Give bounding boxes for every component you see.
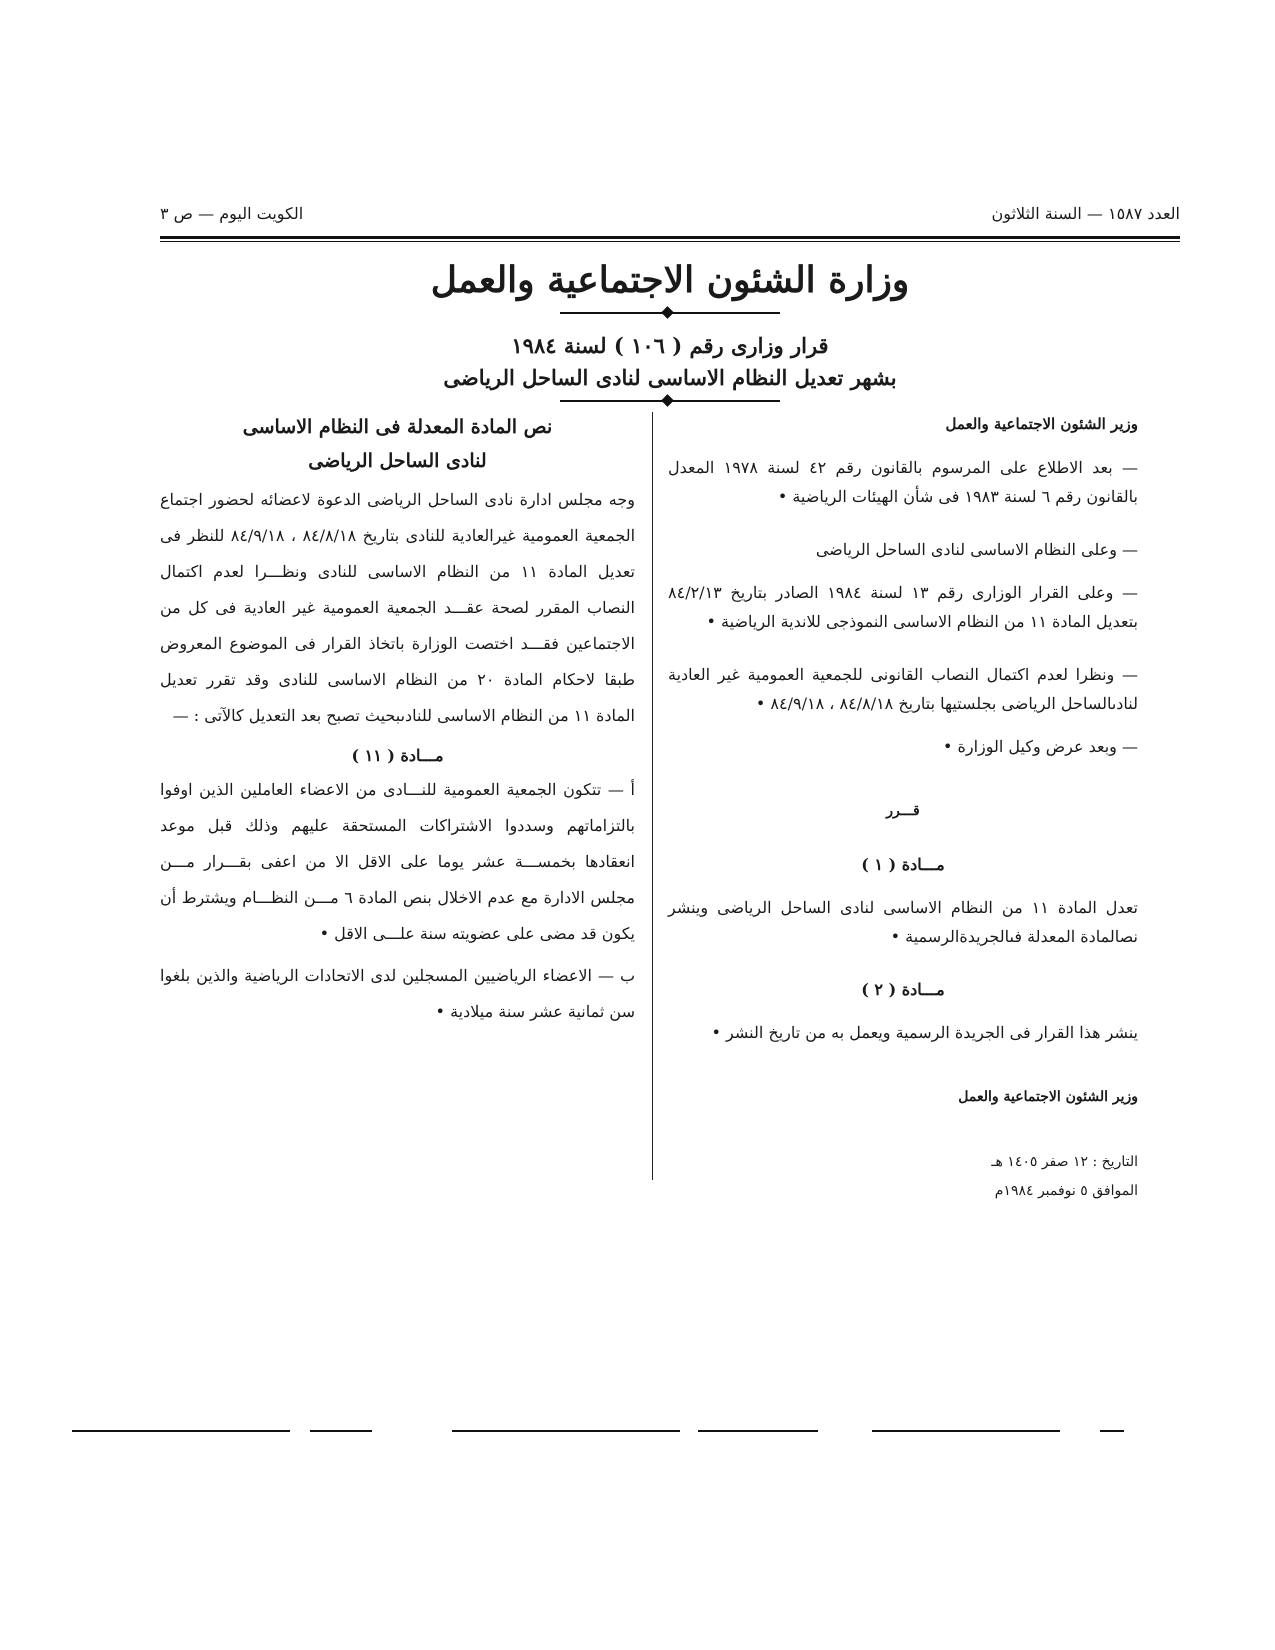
recital: — ونظرا لعدم اكتمال النصاب القانونى للجمعية العمومية غير العادية لنادىالساحل الرياضى بجلستيها بتاريخ ٨٤/٨/١٨ ، ٨٤/٩/١٨ • xyxy=(668,665,1138,713)
article-11-heading: مـــادة ( ١١ ) xyxy=(351,746,444,765)
amended-article-heading: نص المادة المعدلة فى النظام الاساسى xyxy=(242,416,553,438)
footer-rule xyxy=(310,1430,372,1432)
date-gregorian: الموافق ٥ نوفمبر ١٩٨٤م xyxy=(994,1183,1138,1199)
ornament-diamond-icon xyxy=(661,394,674,407)
clause-b: ب — الاعضاء الرياضيين المسجلين لدى الاتحادات الرياضية والذين بلغوا سن ثمانية عشر سنة ميلادية • xyxy=(160,966,635,1021)
footer-rule xyxy=(452,1430,680,1432)
header-rule xyxy=(160,236,1180,239)
recital: — بعد الاطلاع على المرسوم بالقانون رقم ٤٢ لسنة ١٩٧٨ المعدل بالقانون رقم ٦ لسنة ١٩٨٣ فى شأن الهيئات الرياضية • xyxy=(668,458,1138,506)
recital: — وعلى النظام الاساسى لنادى الساحل الرياضى xyxy=(815,540,1138,559)
column-divider xyxy=(652,412,653,1180)
decision-column xyxy=(668,410,1138,1206)
article-1-text: تعدل المادة ١١ من النظام الاساسى لنادى الساحل الرياضى وينشر نصالمادة المعدلة فىالجريدةالرسمية • xyxy=(668,898,1138,946)
issuer: وزير الشئون الاجتماعية والعمل xyxy=(945,415,1138,433)
decides-heading: قـــرر xyxy=(886,803,920,819)
header-rule-thin xyxy=(160,241,1180,242)
gazette-page: الكويت اليوم — ص ٣ xyxy=(160,204,304,223)
issue-number: العدد ١٥٨٧ — السنة الثلاثون xyxy=(991,204,1180,223)
ministry-title: وزارة الشئون الاجتماعية والعمل xyxy=(430,259,910,301)
amendment-intro: وجه مجلس ادارة نادى الساحل الرياضى الدعوة لاعضائه لحضور اجتماع الجمعية العمومية غيرالعادية للنادى بتاريخ ٨٤/٨/١٨ ، ٨٤/٩/١٨ للنظر فى تعديل المادة ١١ من النظام الاساسى للنادى ونظـــرا لعدم اكتمال النصاب المقرر لصحة عقـــد الجمعية العمومية غير العادية فى كل من الاجتماعين فقـــد اختصت الوزارة باتخاذ القرار فى الموضوع المعروض طبقا لاحكام المادة ٢٠ من النظام الاساسى للنادى وقد تقرر تعديل المادة ١١ من النظام الاساسى للنادىبحيث تصبح بعد التعديل كالآتى : — xyxy=(160,490,636,725)
date-hijri: التاريخ : ١٢ صفر ١٤٠٥ هـ xyxy=(991,1154,1138,1170)
signature: وزير الشئون الاجتماعية والعمل xyxy=(958,1089,1138,1105)
amended-article-subheading: لنادى الساحل الرياضى xyxy=(308,450,487,472)
footer-rule xyxy=(72,1430,290,1432)
footer-rule xyxy=(872,1430,1060,1432)
decision-title: قرار وزارى رقم ( ١٠٦ ) لسنة ١٩٨٤ xyxy=(511,333,829,358)
article-2-heading: مـــادة ( ٢ ) xyxy=(861,980,945,999)
ornament-diamond-icon xyxy=(661,306,674,319)
clause-a: أ — تتكون الجمعية العمومية للنـــادى من الاعضاء العاملين الذين اوفوا بالتزاماتهم وسددوا الاشتراكات المستحقة عليهم وذلك قبل موعد انعقادها بخمســـة عشر يوما على الاقل الا من اعفى بقـــرار مـــن مجلس الادارة مع عدم الاخلال بنص المادة ٦ مـــن النظـــام ويشترط أن يكون قد مضى على عضويته سنة علـــى الاقل • xyxy=(160,780,636,943)
ornament-divider xyxy=(560,308,780,318)
running-header xyxy=(160,204,1180,230)
ornament-divider xyxy=(560,396,780,406)
footer-rule xyxy=(698,1430,818,1432)
article-1-heading: مـــادة ( ١ ) xyxy=(861,855,945,874)
footer-rule xyxy=(1100,1430,1124,1432)
amended-article-column xyxy=(160,410,635,1030)
recital: — وعلى القرار الوزارى رقم ١٣ لسنة ١٩٨٤ الصادر بتاريخ ٨٤/٢/١٣ بتعديل المادة ١١ من النظام الاساسى النموذجى للاندية الرياضية • xyxy=(668,583,1139,631)
recital: — وبعد عرض وكيل الوزارة • xyxy=(942,737,1138,756)
decision-subject: بشهر تعديل النظام الاساسى لنادى الساحل الرياضى xyxy=(443,365,897,390)
article-2-text: ينشر هذا القرار فى الجريدة الرسمية ويعمل به من تاريخ النشر • xyxy=(711,1023,1138,1042)
